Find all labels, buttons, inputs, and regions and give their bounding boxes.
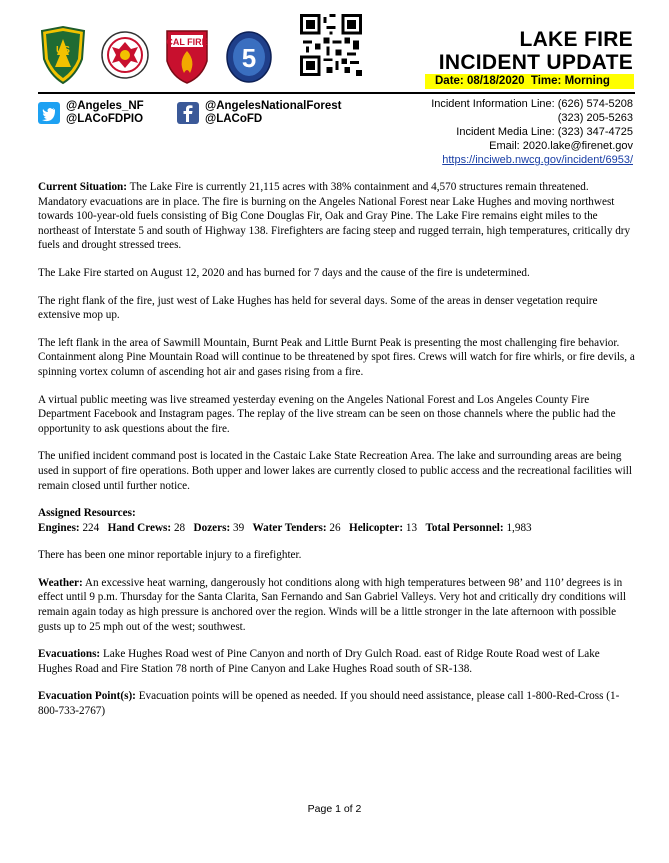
weather-paragraph <box>38 576 636 634</box>
twitter-icon[interactable] <box>38 102 60 124</box>
agency-logos <box>38 20 274 90</box>
resource-label: Dozers: <box>193 521 231 534</box>
resources-paragraph <box>38 506 636 535</box>
fire-start-paragraph: The Lake Fire started on August 12, 2020 and has burned for 7 days and the cause of the fire is undetermined. <box>38 266 530 279</box>
twitter-handle-angeles[interactable]: @Angeles_NF <box>66 100 144 112</box>
weather-text: An excessive heat warning, dangerously hot conditions along with high temperatures between 98’ and 110’ degrees is in effect until 9 p.m. Thursday for the Santa Clarita, San Fernando and San Gabriel Valleys. Very hot and critically dry conditions will remain again today as high pressure is anchored over the region. Winds will be a little stronger in the late afternoon with possible gusts up to 25 mph out of the west; southwest. <box>38 576 626 633</box>
resource-value: 39 <box>230 521 245 534</box>
resource-label: Total Personnel: <box>425 521 504 534</box>
date-label: Date: 08/18/2020 <box>435 75 525 87</box>
resources-line <box>38 522 532 534</box>
title-line-2: INCIDENT UPDATE <box>438 51 633 74</box>
facebook-icon[interactable] <box>177 102 199 124</box>
title-line-1: LAKE FIRE <box>519 28 633 51</box>
resource-value: 224 <box>79 521 100 534</box>
resource-label: Hand Crews: <box>107 521 172 534</box>
time-label: Time: Morning <box>530 75 610 87</box>
twitter-handle-lacofdpio[interactable]: @LACoFDPIO <box>66 113 144 125</box>
current-situation-paragraph <box>38 180 636 253</box>
media-line: Incident Media Line: (323) 347-4725 <box>456 126 633 138</box>
resource-label: Water Tenders: <box>252 521 327 534</box>
inciweb-link[interactable]: https://inciweb.nwcg.gov/incident/6953/ <box>442 154 633 166</box>
info-line-2: (323) 205-5263 <box>557 112 633 124</box>
facebook-handle-lacofd[interactable]: @LACoFD <box>205 113 263 125</box>
injury-paragraph: There has been one minor reportable injury to a firefighter. <box>38 549 302 562</box>
svg-text:5: 5 <box>241 43 257 73</box>
command-post-paragraph: The unified incident command post is located in the Castaic Lake State Recreation Area. The lake and surrounding areas are being used in support of fire operations. Both upper and lower lakes are currently closed to public access and the recreational facilities will remain closed until further notice. <box>38 450 632 492</box>
resource-value: 28 <box>171 521 186 534</box>
page-number: Page 1 of 2 <box>307 803 362 815</box>
contact-info <box>431 97 633 167</box>
facebook-handles <box>205 100 341 126</box>
header-divider <box>38 92 635 94</box>
resource-label: Helicopter: <box>349 521 404 534</box>
resources-label: Assigned Resources: <box>38 507 136 520</box>
info-line: Incident Information Line: (626) 574-5208 <box>431 98 633 110</box>
evacuations-paragraph <box>38 647 636 676</box>
current-situation-text: The Lake Fire is currently 21,115 acres with 38% containment and 4,570 structures remain threatened. Mandatory evacuations are in place. The fire is burning on the Angeles National Forest near Lake Hughes and moving northwest towards 100-year-old fuels consisting of Big Cone Douglas Fir, Oak and Gray Pine. The Lake Fire remains eight miles to the northeast of Interstate 5 and south of Highway 138. Firefighters are facing steep and rugged terrain, high temperatures, critically dry fuels and drought stressed trees. <box>38 181 631 252</box>
resource-value: 13 <box>403 521 418 534</box>
qr-code[interactable] <box>300 14 362 76</box>
weather-label: Weather: <box>38 576 83 589</box>
resource-label: Engines: <box>38 521 80 534</box>
public-meeting-paragraph: A virtual public meeting was live streamed yesterday evening on the Angeles National Forest and Los Angeles County Fire Department Facebook and Instagram pages. The replay of the live stream can be seen on those channels where the public had the opportunity to ask questions about the fire. <box>38 393 616 435</box>
evacuations-text: Lake Hughes Road west of Pine Canyon and north of Dry Gulch Road. east of Ridge Route Road west of Lake Hughes Road and Fire Station 78 north of Pine Canyon and Lake Hughes Road south of SR-138. <box>38 648 600 675</box>
incident-title <box>439 28 633 74</box>
resource-value: 26 <box>326 521 341 534</box>
resource-value: 1,983 <box>503 521 532 534</box>
left-flank-paragraph: The left flank in the area of Sawmill Mountain, Burnt Peak and Little Burnt Peak is presenting the most challenging fire behavior. Containment along Pine Mountain Road will continue to be threatened by spot fires. Crews will watch for fire whirls, or fire devils, a spinning vortex column of ascending hot air and gases rising from a fire. <box>38 336 635 378</box>
svg-text:US: US <box>56 45 70 56</box>
us-forest-service-logo <box>38 25 88 85</box>
cal-fire-logo <box>162 25 212 85</box>
twitter-handles <box>66 100 144 126</box>
update-body <box>38 180 636 732</box>
la-county-fire-logo <box>100 25 150 85</box>
evacuation-point-label: Evacuation Point(s): <box>38 690 136 703</box>
email-line[interactable]: Email: 2020.lake@firenet.gov <box>489 140 633 152</box>
date-time-bar <box>425 74 634 89</box>
right-flank-paragraph: The right flank of the fire, just west of Lake Hughes has held for several days. Some of the areas in denser vegetation require extensive mop up. <box>38 294 598 322</box>
agency-5-logo <box>224 25 274 85</box>
evacuation-point-text: Evacuation points will be opened as needed. If you should need assistance, please call 1-800-Red-Cross (1-800-733-2767) <box>38 690 620 718</box>
svg-text:CAL FIRE: CAL FIRE <box>166 37 208 47</box>
evacuations-label: Evacuations: <box>38 648 101 661</box>
facebook-handle-angeles[interactable]: @AngelesNationalForest <box>205 100 342 112</box>
current-situation-label: Current Situation: <box>38 181 127 193</box>
evacuation-point-paragraph <box>38 689 636 718</box>
